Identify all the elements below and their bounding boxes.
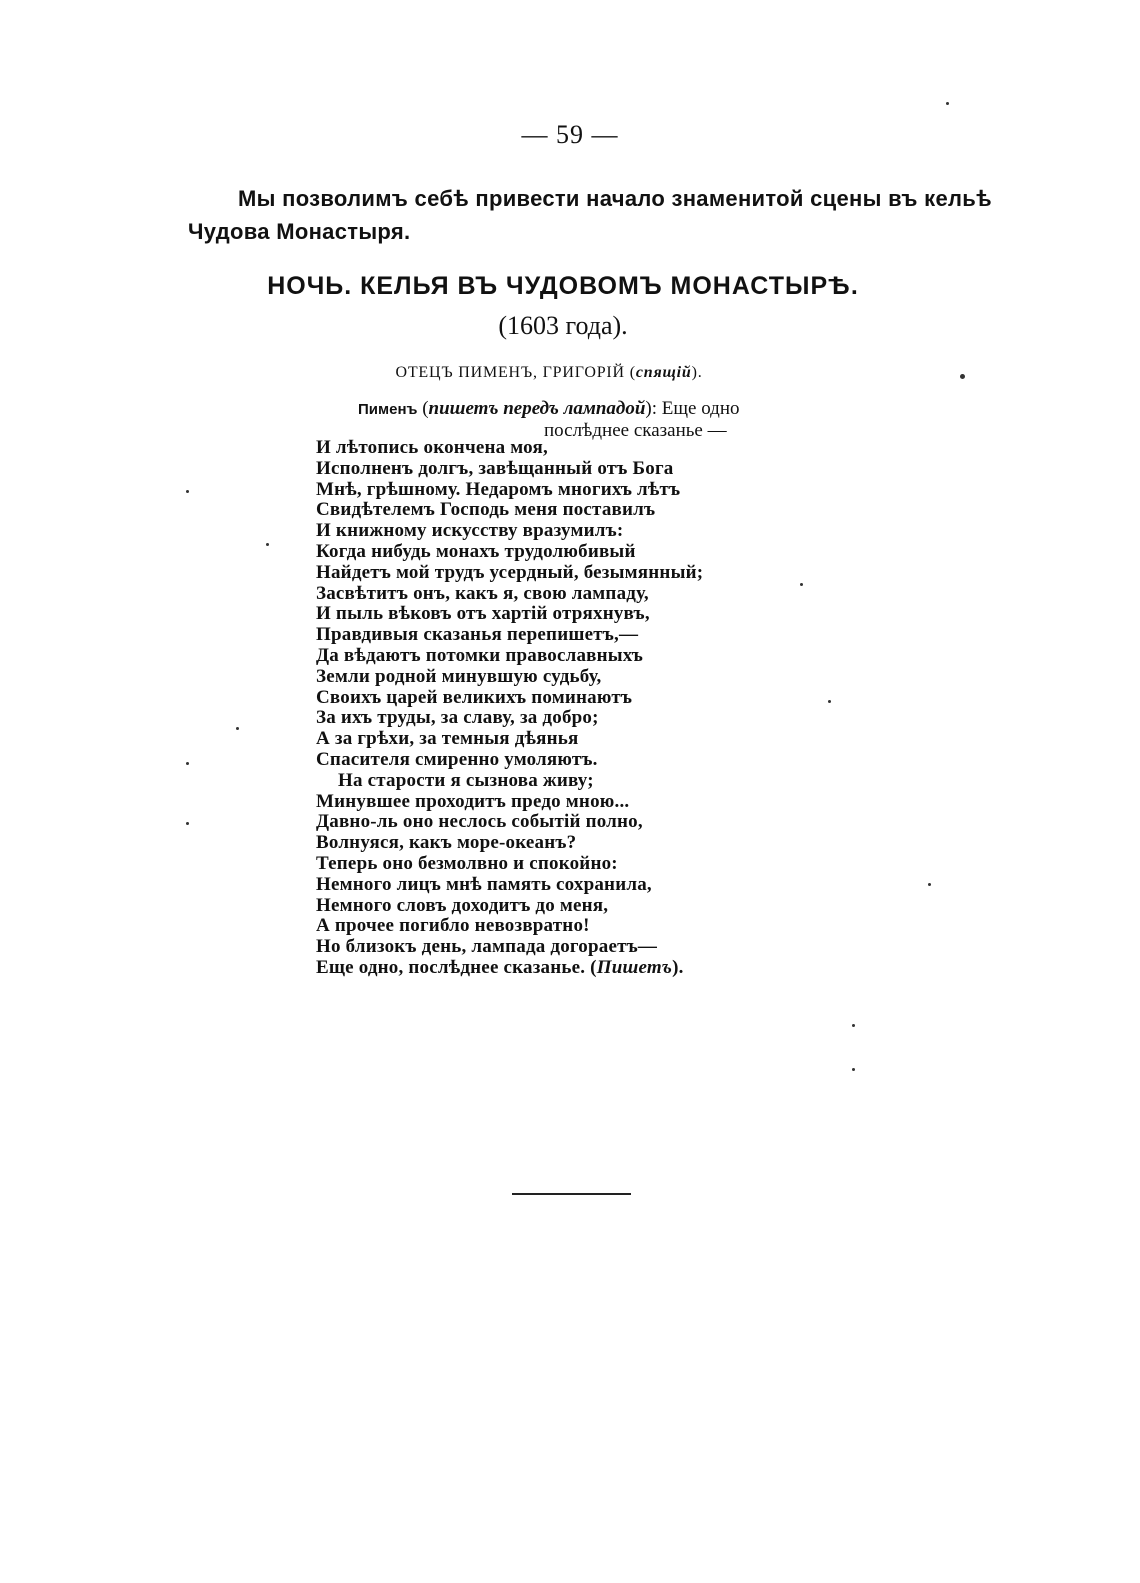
scan-speck — [960, 374, 965, 379]
scan-speck — [186, 762, 189, 765]
verse-line: Мнѣ, грѣшному. Недаромъ многихъ лѣтъ — [316, 478, 681, 500]
scan-speck — [236, 727, 239, 730]
direction-open: ( — [417, 398, 429, 419]
speech-heading — [358, 398, 740, 420]
verse-line: Но близокъ день, лампада догораетъ— — [316, 936, 658, 958]
verse-line: Когда нибудь монахъ трудолюбивый — [316, 540, 636, 562]
scene-title: НОЧЬ. КЕЛЬЯ ВЪ ЧУДОВОМЪ МОНАСТЫРѢ. — [267, 272, 859, 300]
verse-line: Волнуяся, какъ море-океанъ? — [316, 832, 577, 854]
scan-speck — [266, 543, 269, 546]
direction-close: ): Еще одно — [645, 398, 740, 419]
verse-line: Да вѣдаютъ потомки православныхъ — [316, 644, 644, 666]
verse-close: ). — [672, 956, 684, 978]
intro-line-1: Мы позволимъ себѣ привести начало знаменитой сцены въ кельѣ — [238, 186, 992, 211]
verse-line: А за грѣхи, за темныя дѣянья — [316, 728, 579, 750]
verse-line: Найдетъ мой трудъ усердный, безымянный; — [316, 561, 704, 583]
scan-speck — [946, 102, 949, 105]
scan-speck — [928, 883, 931, 886]
page-number: — 59 — — [521, 120, 619, 149]
scan-speck — [800, 583, 803, 586]
character-list — [0, 364, 1098, 382]
scan-speck — [828, 700, 831, 703]
verse-block — [316, 438, 836, 979]
verse-line: Давно-ль оно неслось событій полно, — [316, 811, 643, 833]
verse-line: Исполненъ долгъ, завѣщанный отъ Бога — [316, 457, 674, 479]
verse-line-text: Еще одно, послѣднее сказанье. ( — [316, 956, 597, 978]
verse-line: Минувшее проходитъ предо мною... — [316, 790, 630, 812]
scan-speck — [186, 822, 189, 825]
section-divider — [512, 1193, 631, 1195]
verse-line: А прочее погибло невозвратно! — [316, 915, 590, 937]
verse-line-last — [316, 958, 836, 979]
intro-paragraph — [188, 182, 992, 248]
stage-direction: пишетъ передъ лампадой — [428, 398, 646, 419]
verse-line: Правдивыя сказанья перепишетъ,— — [316, 624, 639, 646]
verse-line: Земли родной минувшую судьбу, — [316, 665, 602, 687]
verse-line: Свидѣтелемъ Господь меня поставилъ — [316, 499, 656, 521]
speaker-name: Пименъ — [358, 401, 418, 418]
verse-line: Засвѣтитъ онъ, какъ я, свою лампаду, — [316, 582, 649, 604]
speech-continuation: послѣднее сказанье — — [544, 420, 727, 441]
verse-line: Немного словъ доходитъ до меня, — [316, 894, 609, 916]
characters-note: спящій — [635, 364, 692, 381]
characters-text: ОТЕЦЪ ПИМЕНЪ, ГРИГОРІЙ ( — [395, 364, 636, 381]
verse-line: Своихъ царей великихъ поминаютъ — [316, 686, 633, 708]
scan-speck — [852, 1024, 855, 1027]
scan-speck — [186, 490, 189, 493]
verse-line: Теперь оно безмолвно и спокойно: — [316, 852, 618, 874]
verse-line: И пыль вѣковъ отъ хартій отряхнувъ, — [316, 603, 650, 625]
verse-stage-note: Пишетъ — [596, 956, 673, 978]
verse-line: За ихъ труды, за славу, за добро; — [316, 707, 599, 729]
verse-line: На старости я сызнова живу; — [338, 769, 594, 791]
scan-speck — [852, 1068, 855, 1071]
verse-line: И лѣтопись окончена моя, — [316, 437, 548, 458]
verse-line: И книжному искусству вразумилъ: — [316, 520, 624, 542]
intro-line-2: Чудова Монастыря. — [188, 219, 411, 244]
scene-year: (1603 года). — [498, 311, 628, 340]
verse-line: Спасителя смиренно умоляютъ. — [316, 748, 598, 770]
characters-close: ). — [691, 364, 703, 381]
verse-line: Немного лицъ мнѣ память сохранила, — [316, 873, 652, 895]
